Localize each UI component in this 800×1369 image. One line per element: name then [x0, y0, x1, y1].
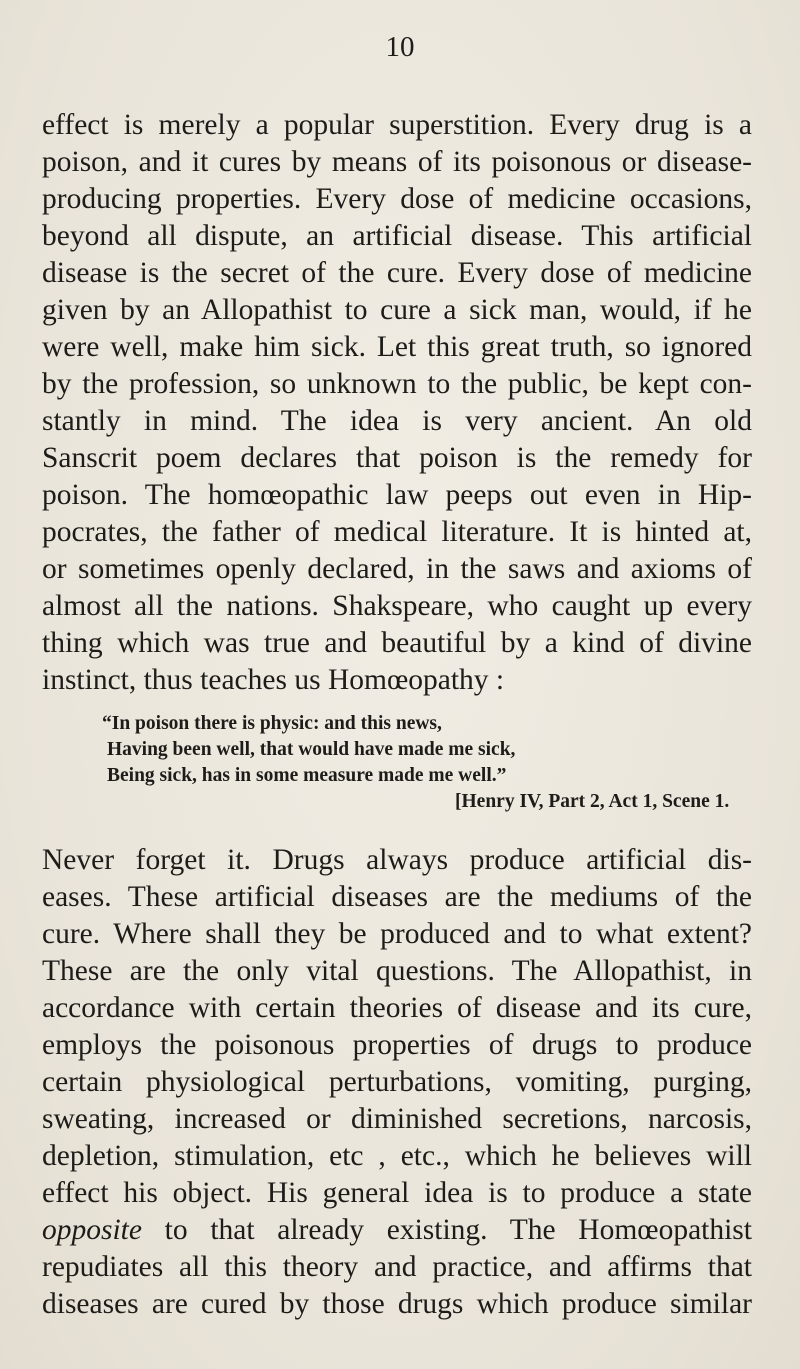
text-line: Sanscrit poem declares that poison is the remedy for — [42, 442, 752, 474]
text-line: disease is the secret of the cure. Every dose of medicine — [42, 257, 752, 289]
text-line: effect is merely a popular superstition. Every drug is a — [42, 109, 752, 141]
text-line: stantly in mind. The idea is very ancient. An old — [42, 405, 752, 437]
italic-word: opposite — [42, 1214, 142, 1246]
text-line: were well, make him sick. Let this great truth, so ignored — [42, 331, 752, 363]
text-span: to that already existing. The Homœopathist — [141, 1214, 752, 1246]
text-line: or sometimes openly declared, in the saws and axioms of — [42, 553, 752, 585]
text-line: poison. The homœopathic law peeps out even in Hip- — [42, 479, 752, 511]
text-line: diseases are cured by those drugs which produce similar — [42, 1288, 752, 1320]
quote-line: Having been well, that would have made me sick, — [107, 739, 516, 760]
text-line: depletion, stimulation, etc , etc., which he believes will — [42, 1140, 752, 1172]
text-line: certain physiological perturbations, vomiting, purging, — [42, 1066, 752, 1098]
text-line: poison, and it cures by means of its poisonous or disease- — [42, 146, 752, 178]
text-line: repudiates all this theory and practice, and affirms that — [42, 1251, 752, 1283]
text-line: beyond all dispute, an artificial disease. This artificial — [42, 220, 752, 252]
text-line: producing properties. Every dose of medicine occasions, — [42, 183, 752, 215]
text-line: accordance with certain theories of disease and its cure, — [42, 992, 752, 1024]
text-line: by the profession, so unknown to the public, be kept con- — [42, 368, 752, 400]
text-line: thing which was true and beautiful by a kind of divine — [42, 627, 752, 659]
text-line: instinct, thus teaches us Homœopathy : — [42, 664, 505, 696]
text-line: effect his object. His general idea is to produce a state — [42, 1177, 752, 1209]
page-number: 10 — [385, 31, 415, 63]
text-line: given by an Allopathist to cure a sick man, would, if he — [42, 294, 752, 326]
text-line: These are the only vital questions. The Allopathist, in — [42, 955, 752, 987]
text-line: cure. Where shall they be produced and to what extent? — [42, 918, 752, 950]
quote-line: Being sick, has in some measure made me well.” — [107, 765, 507, 786]
text-line: employs the poisonous properties of drugs to produce — [42, 1029, 752, 1061]
text-line: Never forget it. Drugs always produce artificial dis- — [42, 844, 752, 876]
text-line: eases. These artificial diseases are the mediums of the — [42, 881, 752, 913]
quote-line: “In poison there is physic: and this news, — [102, 713, 442, 734]
text-line: almost all the nations. Shakspeare, who caught up every — [42, 590, 752, 622]
quote-citation: [Henry IV, Part 2, Act 1, Scene 1. — [455, 791, 730, 812]
text-line — [42, 1212, 752, 1248]
text-line: sweating, increased or diminished secretions, narcosis, — [42, 1103, 752, 1135]
text-line: pocrates, the father of medical literature. It is hinted at, — [42, 516, 752, 548]
